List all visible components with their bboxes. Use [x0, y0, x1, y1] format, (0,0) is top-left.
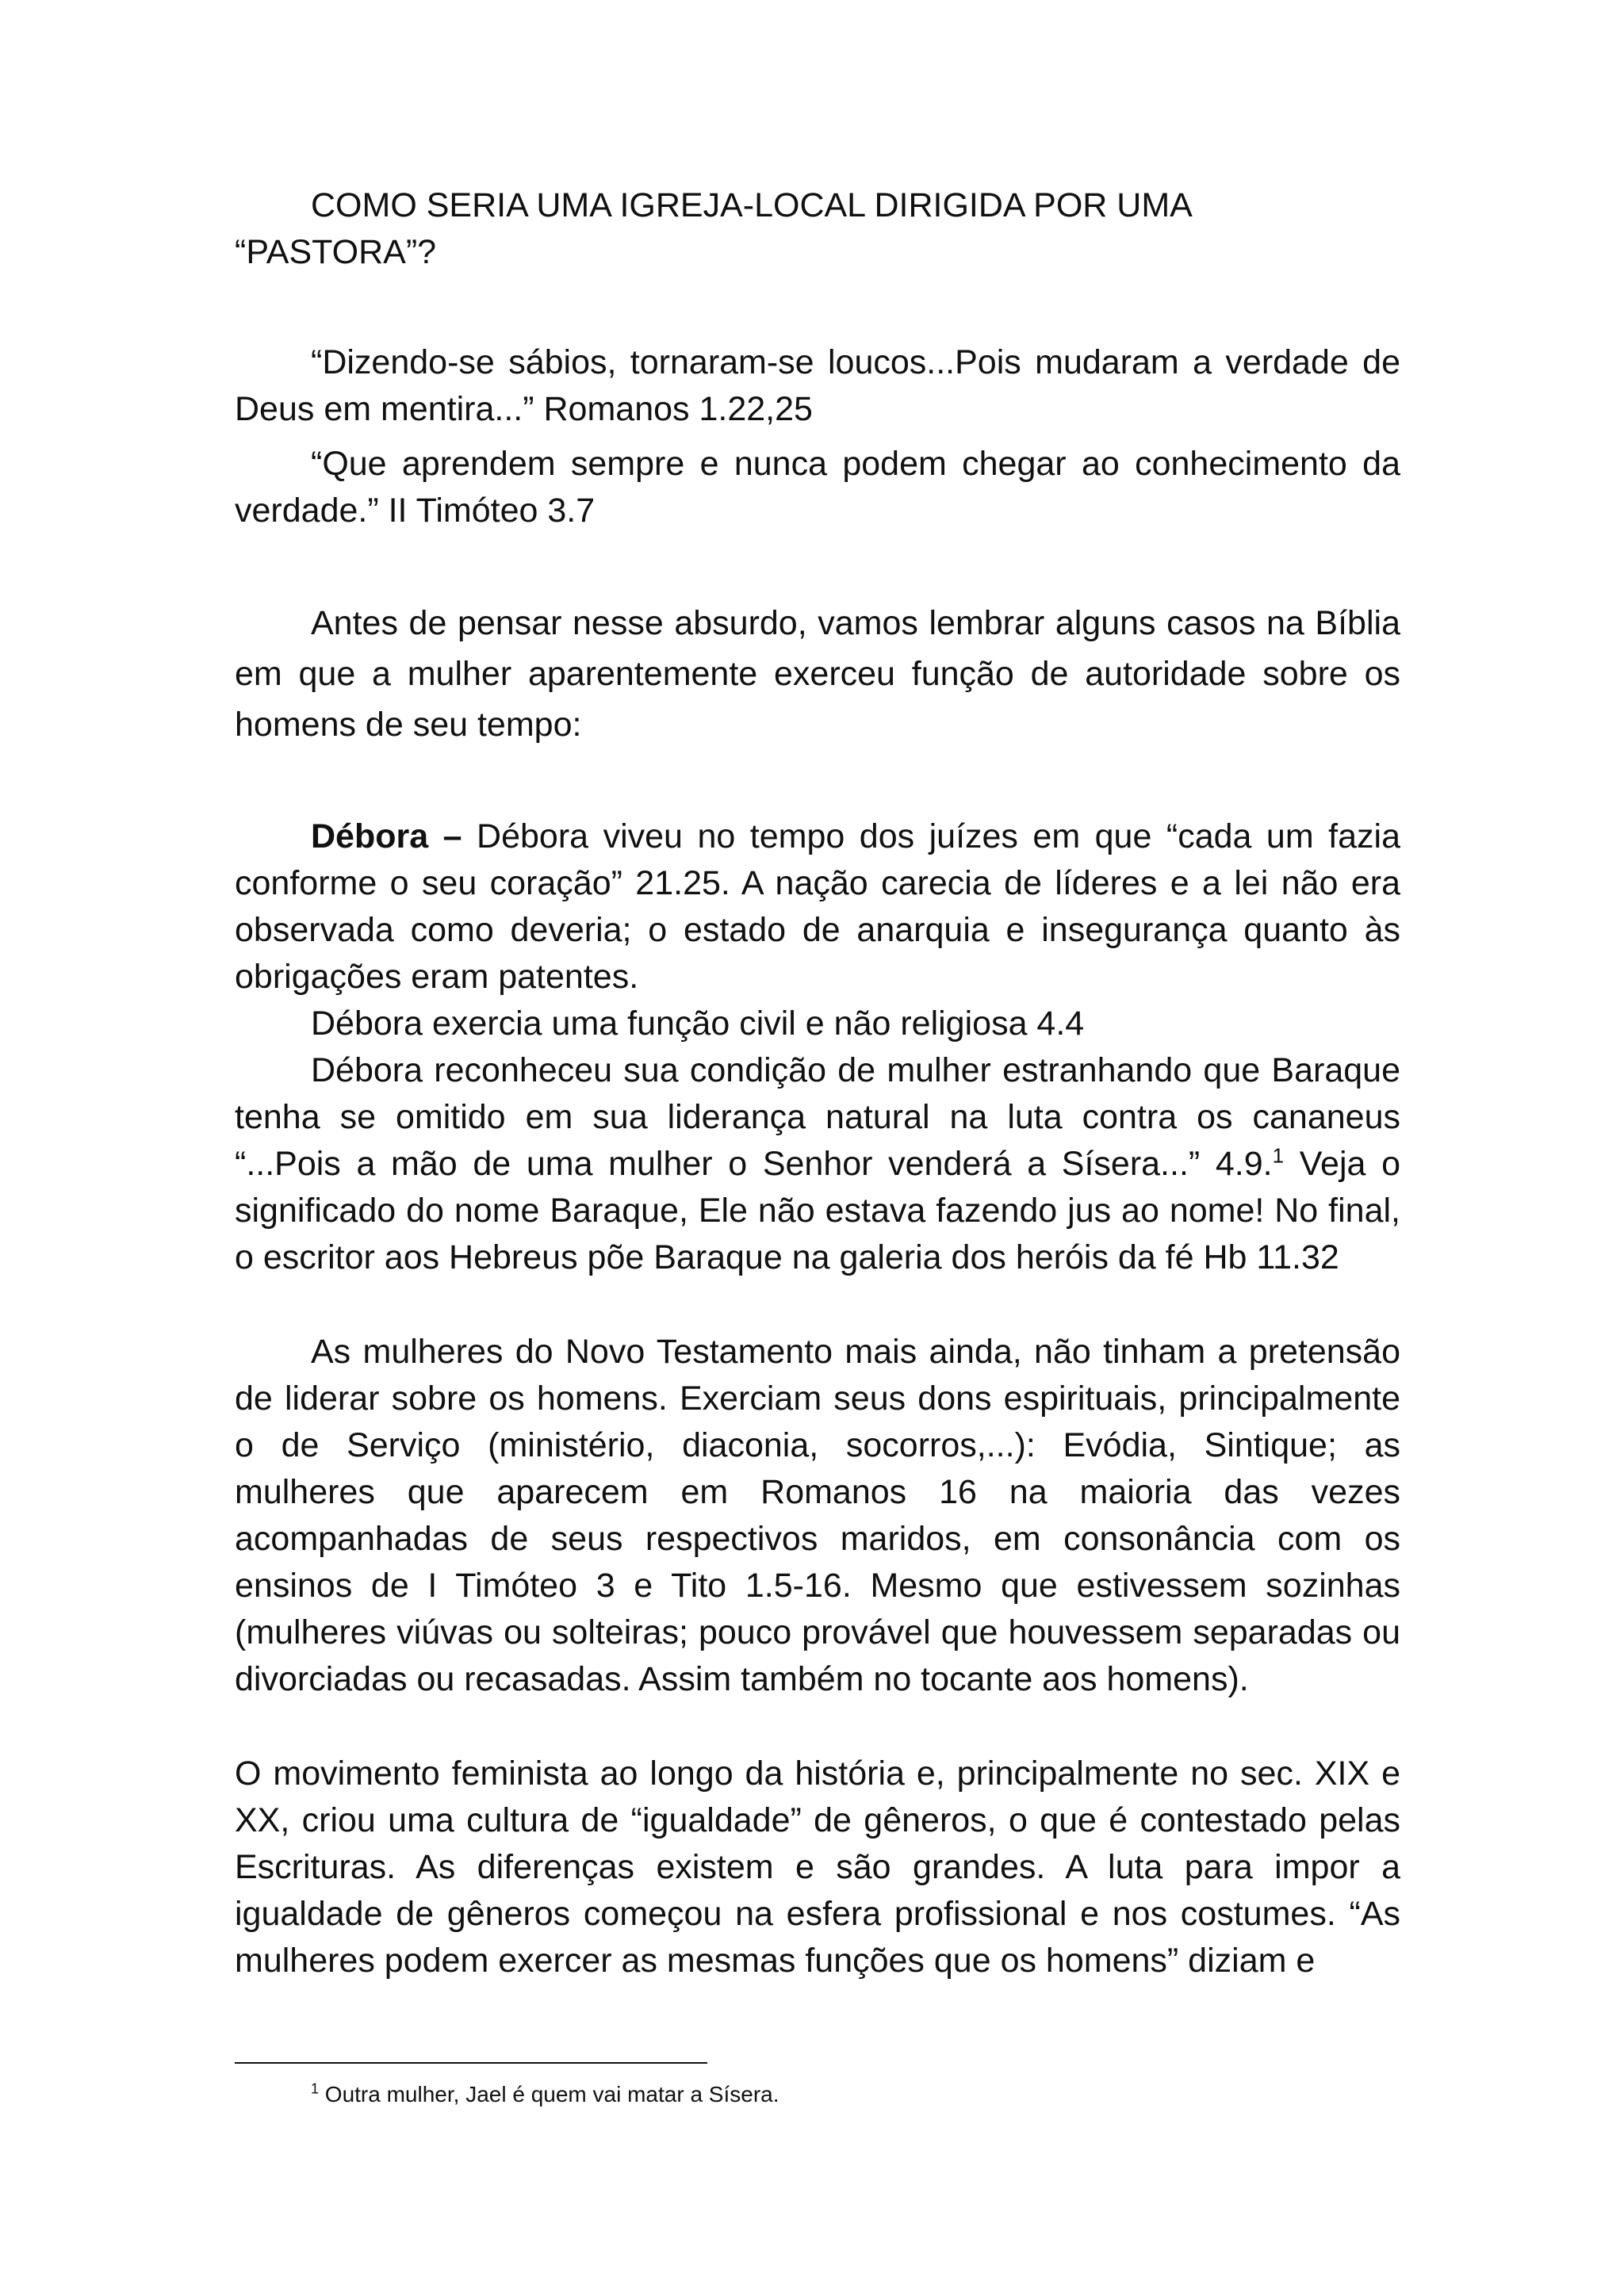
new-testament-women-paragraph: As mulheres do Novo Testamento mais ainda, não tinham a pretensão de liderar sobre os homens. Exerciam seus dons espirituais, principalmente o de Serviço (ministério, diaconia, socorros,...): Evódia, Sintique; as mulheres que aparecem em Romanos 16 na maioria das vezes acompanhadas de seus respectivos maridos, em consonância com os ensinos de I Timóteo 3 e Tito 1.5-16. Mesmo que estivessem sozinhas (mulheres viúvas ou solteiras; pouco provável que houvessem separadas ou divorciadas ou recasadas. Assim também no tocante aos homens). — [235, 1333, 1400, 1698]
debora-text-3b: Veja o significado do nome Baraque, Ele não estava fazendo jus ao nome! No final, o escritor aos Hebreus põe Baraque na galeria dos heróis da fé Hb 11.32 — [235, 1145, 1400, 1276]
debora-text-3a: Débora reconheceu sua condição de mulher estranhando que Baraque tenha se omitido em sua liderança natural na luta contra os cananeus “...Pois a mão de uma mulher o Senhor venderá a Sísera...” 4.9. — [235, 1051, 1400, 1183]
epigraph-timoteo: “Que aprendem sempre e nunca podem chegar ao conhecimento da verdade.” II Timóteo 3.7 — [235, 445, 1400, 530]
footnote-marker: 1 — [311, 2080, 320, 2097]
spacer — [235, 1281, 1400, 1329]
spacer — [235, 433, 1400, 441]
debora-paragraph-3 — [235, 1047, 1400, 1281]
spacer — [235, 276, 1400, 339]
footnote-separator — [235, 2062, 707, 2064]
epigraph-romanos: “Dizendo-se sábios, tornaram-se loucos...Pois mudaram a verdade de Deus em mentira...” Romanos 1.22,25 — [235, 343, 1400, 428]
spacer — [235, 1703, 1400, 1751]
debora-text-1: Débora viveu no tempo dos juízes em que “cada um fazia conforme o seu coração” 21.25. A nação carecia de líderes e a lei não era observada como deveria; o estado de anarquia e insegurança quanto às obrigações eram patentes. — [235, 817, 1400, 996]
footnote-text: Outra mulher, Jael é quem vai matar a Sísera. — [319, 2082, 779, 2107]
debora-paragraph-2: Débora exercia uma função civil e não religiosa 4.4 — [311, 1004, 1085, 1043]
document-title: COMO SERIA UMA IGREJA-LOCAL DIRIGIDA POR UMA “PASTORA”? — [235, 186, 1191, 271]
spacer — [235, 750, 1400, 813]
debora-paragraph-1 — [235, 813, 1400, 1001]
document-body — [235, 182, 1400, 1984]
footnote-reference[interactable]: 1 — [1272, 1143, 1285, 1168]
spacer — [235, 534, 1400, 598]
intro-paragraph: Antes de pensar nesse absurdo, vamos lembrar alguns casos na Bíblia em que a mulher aparentemente exerceu função de autoridade sobre os homens de seu tempo: — [235, 604, 1400, 744]
footnote — [311, 2080, 779, 2109]
feminism-paragraph: O movimento feminista ao longo da história e, principalmente no sec. XIX e XX, criou uma cultura de “igualdade” de gêneros, o que é contestado pelas Escrituras. As diferenças existem e são grandes. A luta para impor a igualdade de gêneros começou na esfera profissional e nos costumes. “As mulheres podem exercer as mesmas funções que os homens” diziam e — [235, 1755, 1400, 1980]
debora-heading: Débora – — [311, 817, 462, 855]
